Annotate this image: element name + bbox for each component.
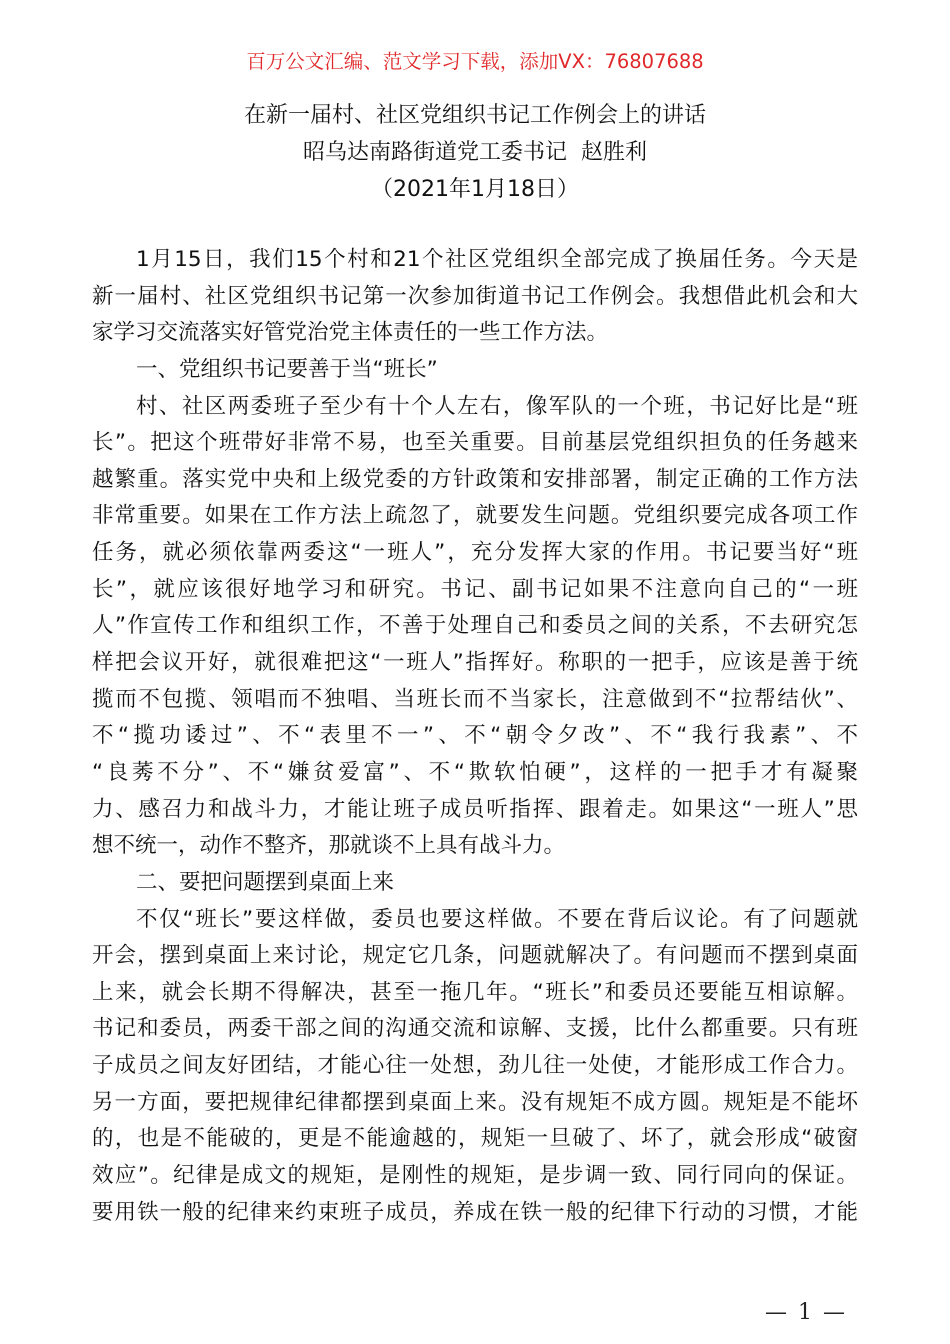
section-heading (92, 352, 858, 389)
text-line: 任务，就必须依靠两委这“一班人”，充分发挥大家的作用。书记要当好“班 (92, 540, 858, 566)
text-line: 上来，就会长期不得解决，甚至一拖几年。“班长”和委员还要能互相谅解。 (92, 979, 858, 1005)
text-line: 二、要把问题摆到桌面上来 (136, 869, 395, 895)
text-line: 揽而不包揽、领唱而不独唱、当班长而不当家长，注意做到不“拉帮结伙”、 (92, 686, 858, 712)
speech-date: （2021年1月18日） (371, 177, 579, 202)
text-line: 1月15日，我们15个村和21个社区党组织全部完成了换届任务。今天是 (136, 247, 858, 272)
text-line: 书记和委员，两委干部之间的沟通交流和谅解、支援，比什么都重要。只有班 (92, 1016, 858, 1042)
paragraph (92, 902, 858, 1232)
text-line: 样把会议开好，就很难把这“一班人”指挥好。称职的一把手，应该是善于统 (92, 650, 858, 676)
text-line: 不“揽功诿过”、不“表里不一”、不“朝令夕改”、不“我行我素”、不 (92, 723, 858, 749)
text-line: 力、感召力和战斗力，才能让班子成员听指挥、跟着走。如果这“一班人”思 (92, 796, 858, 822)
text-line: 另一方面，要把规律纪律都摆到桌面上来。没有规矩不成方圆。规矩是不能坏 (92, 1089, 858, 1115)
text-line: 村、社区两委班子至少有十个人左右，像军队的一个班，书记好比是“班 (136, 393, 858, 419)
text-line: 的，也是不能破的，更是不能逾越的，规矩一旦破了、坏了，就会形成“破窗 (92, 1126, 858, 1152)
paragraph (92, 389, 858, 865)
text-line: 越繁重。落实党中央和上级党委的方针政策和安排部署，制定正确的工作方法 (92, 466, 858, 492)
speaker-line: 昭乌达南路街道党工委书记 赵胜利 (303, 140, 647, 165)
text-line: 人”作宣传工作和组织工作，不善于处理自己和委员之间的关系，不去研究怎 (92, 613, 858, 639)
text-line: 一、党组织书记要善于当“班长” (136, 356, 438, 382)
text-line: 不仅“班长”要这样做，委员也要这样做。不要在背后议论。有了问题就 (136, 906, 858, 932)
paragraph (92, 242, 858, 352)
text-line: 新一届村、社区党组织书记第一次参加街道书记工作例会。我想借此机会和大 (92, 283, 858, 309)
text-line: 子成员之间友好团结，才能心往一处想，劲儿往一处使，才能形成工作合力。 (92, 1053, 858, 1079)
text-line: 家学习交流落实好管党治党主体责任的一些工作方法。 (92, 320, 609, 346)
text-line: 要用铁一般的纪律来约束班子成员，养成在铁一般的纪律下行动的习惯，才能 (92, 1199, 858, 1225)
text-line: “良莠不分”、不“嫌贫爱富”、不“欺软怕硬”，这样的一把手才有凝聚 (92, 759, 858, 785)
text-line: 长”，就应该很好地学习和研究。书记、副书记如果不注意向自己的“一班 (92, 576, 858, 602)
speech-title: 在新一届村、社区党组织书记工作例会上的讲话 (243, 103, 706, 128)
text-line: 长”。把这个班带好非常不易，也至关重要。目前基层党组织担负的任务越来 (92, 430, 858, 456)
document-body (92, 242, 858, 1231)
text-line: 想不统一，动作不整齐，那就谈不上具有战斗力。 (92, 833, 566, 859)
watermark-banner: 百万公文汇编、范文学习下载，添加VX：76807688 (246, 50, 704, 73)
text-line: 非常重要。如果在工作方法上疏忽了，就要发生问题。党组织要完成各项工作 (92, 503, 858, 529)
section-heading (92, 865, 858, 902)
text-line: 开会，摆到桌面上来讨论，规定它几条，问题就解决了。有问题而不摆到桌面 (92, 943, 858, 969)
text-line: 效应”。纪律是成文的规矩，是刚性的规矩，是步调一致、同行同向的保证。 (92, 1163, 858, 1189)
page-number: — 1 — (765, 1300, 847, 1325)
